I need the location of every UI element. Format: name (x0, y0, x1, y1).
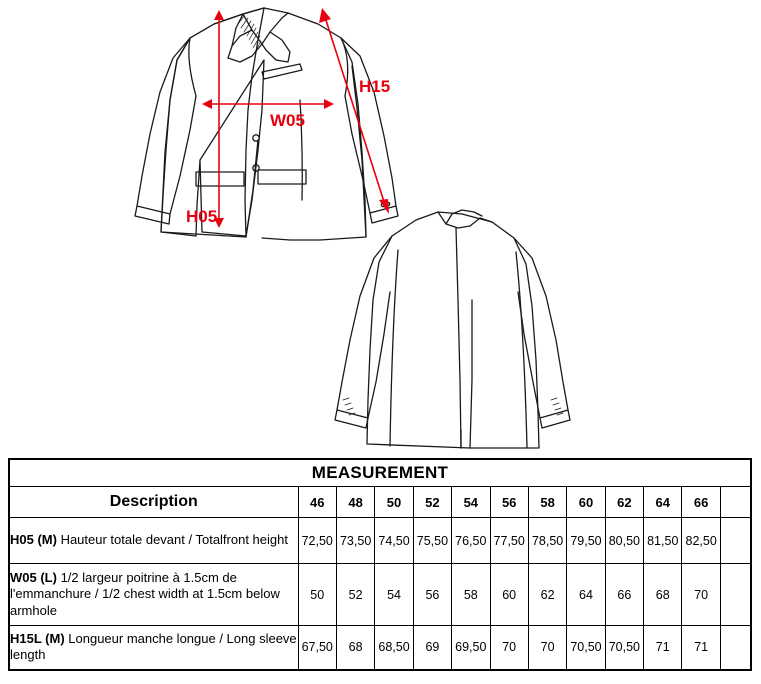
measurement-table-container (8, 458, 752, 671)
label-w05-text: W05 (270, 111, 305, 130)
cell-h15l-60: 70,50 (567, 626, 605, 670)
row-code-h15l: H15L (M) (10, 631, 65, 646)
label-h15-text: H15 (359, 77, 391, 96)
cell-w05-58: 62 (528, 564, 566, 626)
row-text-w05: 1/2 largeur poitrine à 1.5cm de l'emmanchure / 1/2 chest width at 1.5cm below armhole (10, 570, 280, 618)
cell-h05-64: 81,50 (644, 518, 682, 564)
cell-h15l-64: 71 (644, 626, 682, 670)
cell-w05-48: 52 (336, 564, 374, 626)
cell-w05-60: 64 (567, 564, 605, 626)
cell-w05-56: 60 (490, 564, 528, 626)
cell-h15l-58: 70 (528, 626, 566, 670)
cell-w05-54: 58 (452, 564, 490, 626)
cell-w05-spacer (720, 564, 751, 626)
cell-w05-52: 56 (413, 564, 451, 626)
cell-h15l-50: 68,50 (375, 626, 413, 670)
cell-h05-48: 73,50 (336, 518, 374, 564)
table-title: MEASUREMENT (9, 459, 751, 487)
row-description-h15l (9, 626, 298, 670)
cell-h15l-62: 70,50 (605, 626, 643, 670)
size-header-62: 62 (605, 487, 643, 518)
cell-h05-spacer (720, 518, 751, 564)
measurement-label-h05 (186, 207, 217, 226)
row-code-w05: W05 (L) (10, 570, 57, 586)
cell-w05-46: 50 (298, 564, 336, 626)
cell-h05-66: 82,50 (682, 518, 720, 564)
cell-h15l-48: 68 (336, 626, 374, 670)
row-text-h15l: Longueur manche longue / Long sleeve length (10, 631, 297, 663)
table-row (9, 626, 751, 670)
label-h05-text: H05 (186, 207, 218, 226)
size-header-48: 48 (336, 487, 374, 518)
table-header-row (9, 487, 751, 518)
cell-w05-50: 54 (375, 564, 413, 626)
size-header-56: 56 (490, 487, 528, 518)
cell-h15l-52: 69 (413, 626, 451, 670)
cell-h15l-66: 71 (682, 626, 720, 670)
size-header-spacer (720, 487, 751, 518)
cell-h15l-46: 67,50 (298, 626, 336, 670)
cell-w05-66: 70 (682, 564, 720, 626)
size-header-54: 54 (452, 487, 490, 518)
description-header: Description (9, 487, 298, 518)
cell-h05-60: 79,50 (567, 518, 605, 564)
cell-h05-54: 76,50 (452, 518, 490, 564)
size-header-64: 64 (644, 487, 682, 518)
cell-h05-50: 74,50 (375, 518, 413, 564)
row-description-h05 (9, 518, 298, 564)
measurement-table (8, 458, 752, 671)
size-header-60: 60 (567, 487, 605, 518)
size-header-46: 46 (298, 487, 336, 518)
size-header-52: 52 (413, 487, 451, 518)
table-row (9, 518, 751, 564)
cell-w05-62: 66 (605, 564, 643, 626)
cell-h05-58: 78,50 (528, 518, 566, 564)
table-title-row (9, 459, 751, 487)
cell-w05-64: 68 (644, 564, 682, 626)
cell-h05-56: 77,50 (490, 518, 528, 564)
cell-h15l-56: 70 (490, 626, 528, 670)
measurement-label-w05 (270, 111, 305, 130)
back-jacket-drawing (335, 210, 570, 448)
table-row (9, 564, 751, 626)
row-text-h05: Hauteur totale devant / Totalfront height (56, 532, 288, 548)
cell-h15l-spacer (720, 626, 751, 670)
size-header-50: 50 (375, 487, 413, 518)
row-description-w05 (9, 564, 298, 626)
size-header-66: 66 (682, 487, 720, 518)
cell-h05-46: 72,50 (298, 518, 336, 564)
row-code-h05: H05 (M) (10, 532, 57, 548)
cell-h15l-54: 69,50 (452, 626, 490, 670)
cell-h05-62: 80,50 (605, 518, 643, 564)
measurement-label-h15 (359, 77, 390, 96)
size-header-58: 58 (528, 487, 566, 518)
cell-h05-52: 75,50 (413, 518, 451, 564)
